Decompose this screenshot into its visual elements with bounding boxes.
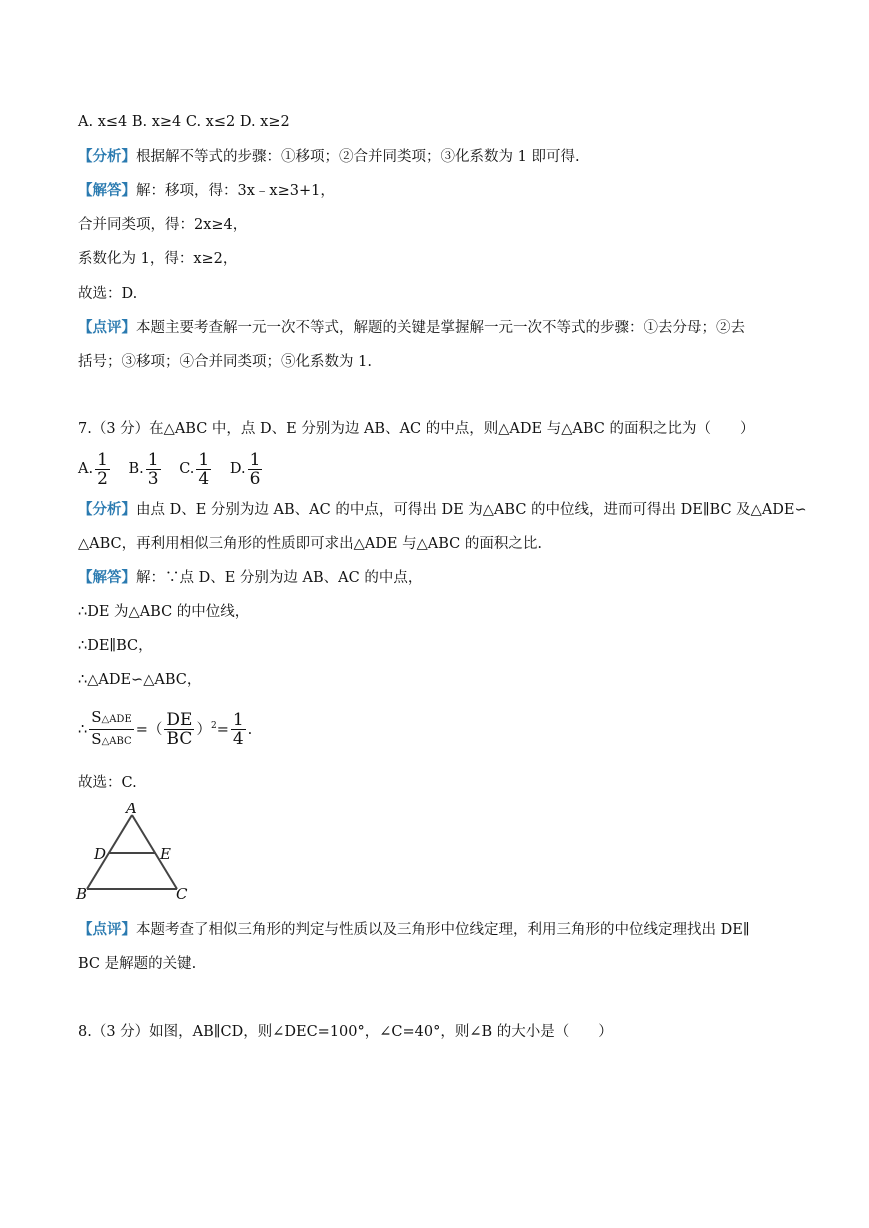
comment-tag: 【点评】 — [78, 921, 136, 938]
q6-comment-2: 括号；③移项；④合并同类项；⑤化系数为 1. — [78, 354, 372, 370]
q7-solution-1 — [78, 568, 422, 588]
analysis-text: 由点 D、E 分别为边 AB、AC 的中点，可得出 DE 为△ABC 的中位线，进而可得出 DE∥BC 及△ADE∽ — [136, 502, 807, 518]
q7-solution-3: ∴DE∥BC， — [78, 638, 153, 654]
label-c: C — [176, 885, 188, 903]
q7-comment-1 — [78, 920, 750, 940]
option-b-fraction: $\frac{1}{3}$ — [147, 449, 159, 489]
analysis-text: 根据解不等式的步骤：①移项；②合并同类项；③化系数为 1 即可得. — [136, 149, 580, 165]
q7-formula: ∴ $\frac{\text{S△ADE}}{\text{S△ABC}}$ =（ $\frac{DE}{BC}$ ）$^2$= $\frac{1}{4}$ . — [78, 708, 253, 750]
comment-tag: 【点评】 — [78, 319, 136, 336]
q7-solution-4: ∴△ADE∽△ABC， — [78, 672, 202, 688]
solution-text: 解：移项，得：3x﹣x≥3+1， — [136, 183, 335, 199]
comment-text: 本题考查了相似三角形的判定与性质以及三角形中位线定理，利用三角形的中位线定理找出 DE∥ — [136, 922, 750, 938]
label-e: E — [160, 845, 171, 863]
solution-tag: 【解答】 — [78, 182, 136, 199]
option-a: A. $\frac{1}{2}$ — [78, 449, 108, 489]
option-c: C. $\frac{1}{4}$ — [179, 449, 210, 489]
q6-comment-1 — [78, 318, 745, 338]
q6-answer: 故选：D. — [78, 286, 138, 302]
q7-analysis-2: △ABC，再利用相似三角形的性质即可求出△ADE 与△ABC 的面积之比. — [78, 536, 542, 552]
de-bc-fraction: $\frac{DE}{BC}$ — [166, 710, 193, 750]
q6-options: A. x≤4 B. x≥4 C. x≤2 D. x≥2 — [78, 114, 290, 130]
label-a: A — [126, 803, 137, 817]
label-b: B — [76, 885, 88, 903]
q6-solution-2: 合并同类项，得：2x≥4， — [78, 217, 248, 233]
q6-analysis — [78, 147, 580, 167]
comment-text: 本题主要考查解一元一次不等式，解题的关键是掌握解一元一次不等式的步骤：①去分母；②去 — [136, 320, 745, 336]
solution-text: 解：∵点 D、E 分别为边 AB、AC 的中点， — [136, 570, 423, 586]
option-b: B. $\frac{1}{3}$ — [128, 449, 159, 489]
q8-question: 8.（3 分）如图，AB∥CD，则∠DEC=100°，∠C=40°，则∠B 的大小是（ ） — [78, 1024, 613, 1040]
solution-tag: 【解答】 — [78, 569, 136, 586]
analysis-tag: 【分析】 — [78, 501, 136, 518]
q6-solution-1 — [78, 181, 335, 201]
q6-solution-3: 系数化为 1，得：x≥2， — [78, 251, 238, 267]
result-fraction: $\frac{1}{4}$ — [232, 710, 244, 750]
area-ratio-fraction: $\frac{\text{S△ADE}}{\text{S△ABC}}$ — [91, 708, 132, 749]
label-d: D — [94, 845, 107, 863]
q7-solution-2: ∴DE 为△ABC 的中位线， — [78, 604, 250, 620]
triangle-figure — [72, 803, 202, 903]
option-c-fraction: $\frac{1}{4}$ — [198, 449, 210, 489]
q7-question: 7.（3 分）在△ABC 中，点 D、E 分别为边 AB、AC 的中点，则△ADE 与△ABC 的面积之比为（ ） — [78, 421, 755, 437]
q7-comment-2: BC 是解题的关键. — [78, 956, 197, 972]
q7-options — [78, 449, 276, 489]
option-d-fraction: $\frac{1}{6}$ — [249, 449, 261, 489]
option-d: D. $\frac{1}{6}$ — [229, 449, 261, 489]
option-a-fraction: $\frac{1}{2}$ — [97, 449, 108, 489]
q7-analysis-1 — [78, 500, 807, 520]
analysis-tag: 【分析】 — [78, 148, 136, 165]
q7-answer: 故选：C. — [78, 775, 137, 791]
